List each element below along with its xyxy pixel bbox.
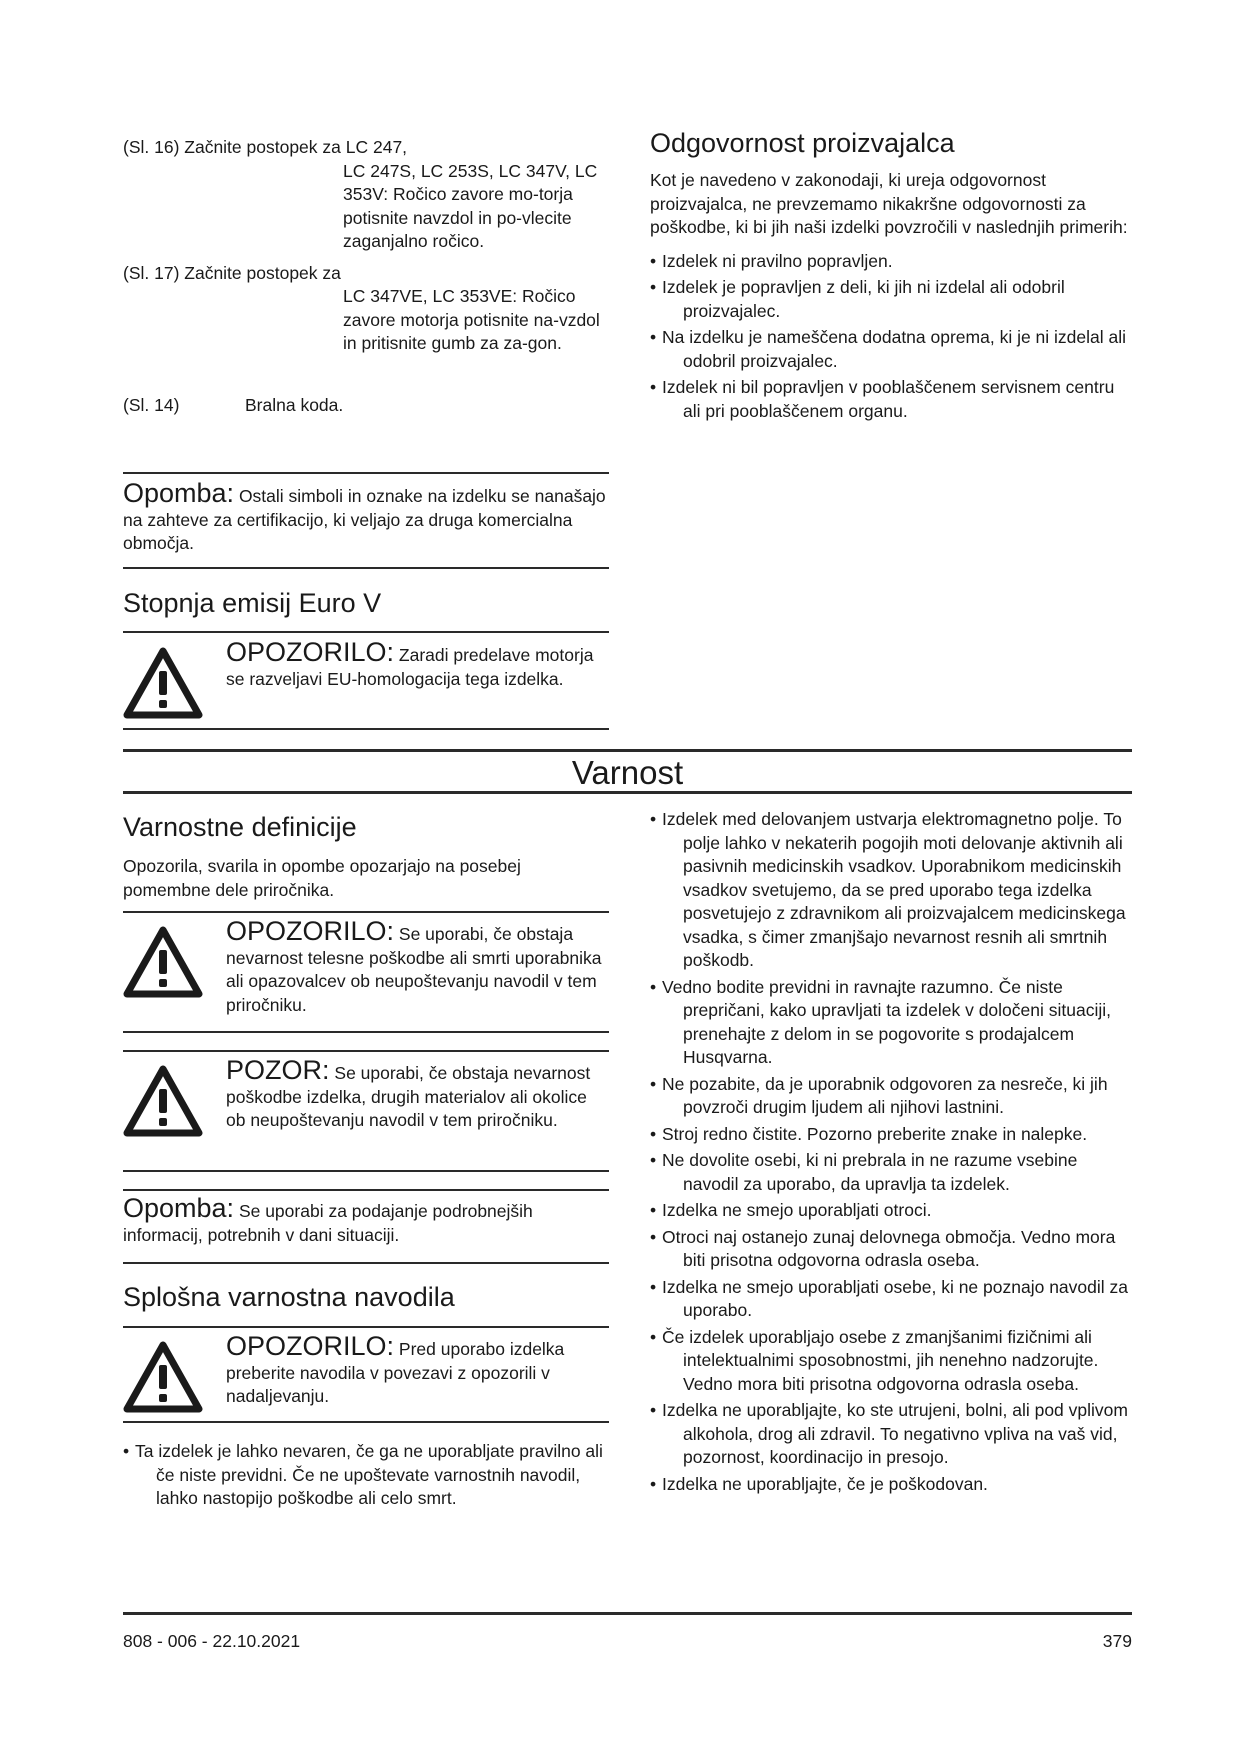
caution-definition-box <box>123 1055 609 1164</box>
figure-references <box>123 136 608 417</box>
list-item: • Če izdelek uporabljajo osebe z zmanjšanimi fizičnimi ali intelektualnimi sposobnostmi, jih nenehno nadzorujte. Vedno mora biti prisotna odgovorna odrasla oseba. <box>650 1326 1099 1394</box>
list-item: • Izdelek ni pravilno popravljen. <box>650 250 893 271</box>
divider <box>123 1189 609 1191</box>
list-item: • Izdelka ne smejo uporabljati otroci. <box>650 1200 932 1220</box>
warning-text: Zaradi predelave motorja se razveljavi EU-homologacija tega izdelka. <box>226 645 594 689</box>
figure-ref-14 <box>123 394 608 418</box>
divider <box>123 1050 609 1052</box>
list-item: • Ne pozabite, da je uporabnik odgovoren za nesreče, ki jih povzroči drugim ljudem ali njihovi lastnini. <box>650 1073 1108 1117</box>
manufacturer-liability <box>650 126 1132 426</box>
divider <box>123 472 609 474</box>
footer-rule <box>123 1612 1132 1615</box>
euro-v-heading: Stopnja emisij Euro V <box>123 588 382 618</box>
list-item: • Vedno bodite previdni in ravnajte razumno. Če niste prepričani, kako upravljati ta izdelek v določeni situaciji, prenehajte z delom in se pogovorite s prodajalcem Husqvarna. <box>650 976 1111 1067</box>
divider <box>123 1326 609 1328</box>
caution-text: Se uporabi, če obstaja nevarnost poškodbe izdelka, drugih materialov ali okolice ob neupoštevanju navodil v tem priročniku. <box>226 1063 591 1130</box>
figure-ref-17 <box>123 262 608 356</box>
figure-ref-16 <box>123 136 608 254</box>
list-item: • Izdelek ni bil popravljen v pooblaščenem servisnem centru ali pri pooblaščenem organu. <box>650 377 1115 421</box>
section-bottom-rule <box>123 791 1132 794</box>
note-certification <box>123 478 608 556</box>
divider <box>123 1421 609 1423</box>
safety-definitions-heading: Varnostne definicije <box>123 812 357 842</box>
divider <box>123 567 609 569</box>
document-id: 808 - 006 - 22.10.2021 <box>123 1631 301 1651</box>
divider <box>123 631 609 633</box>
general-warning-box <box>123 1331 609 1415</box>
section-top-rule <box>123 749 1132 752</box>
page-number: 379 <box>1102 1631 1132 1651</box>
list-item: • Izdelka ne uporabljajte, če je poškodovan. <box>650 1473 988 1494</box>
note-text: Ostali simboli in oznake na izdelku se nanašajo na zahteve za certifikacijo, ki veljajo za druga komercialna območja. <box>123 486 606 553</box>
warning-text: Pred uporabo izdelka preberite navodila v povezavi z opozorili v nadaljevanju. <box>226 1339 565 1406</box>
figure-ref-16-text: LC 247S, LC 253S, LC 347V, LC 353V: Ročico zavore mo-torja potisnite navzdol in po-vlecite zaganjalno ročico. <box>343 160 598 251</box>
note-text: Se uporabi za podajanje podrobnejših informacij, potrebnih v dani situaciji. <box>123 1201 533 1245</box>
divider <box>123 1170 609 1172</box>
note-definition <box>123 1193 608 1247</box>
list-item: • Izdelek je popravljen z deli, ki jih ni izdelal ali odobril proizvajalec. <box>650 277 1065 321</box>
caution-label: POZOR: <box>226 1055 330 1085</box>
warning-triangle-icon <box>123 1065 203 1137</box>
warning-triangle-icon <box>123 926 203 998</box>
list-item: • Ne dovolite osebi, ki ni prebrala in ne razume vsebine navodil za uporabo, da upravlja ta izdelek. <box>650 1150 1078 1194</box>
note-label: Opomba: <box>123 1193 235 1223</box>
warning-label: OPOZORILO: <box>226 637 395 667</box>
note-label: Opomba: <box>123 478 235 508</box>
general-safety-list <box>123 1440 608 1511</box>
divider <box>123 911 609 913</box>
figure-ref-14-tag: (Sl. 14) <box>123 394 180 415</box>
euro-warning-box <box>123 637 609 721</box>
safety-rules-list <box>650 808 1132 1496</box>
list-item: • Stroj redno čistite. Pozorno preberite znake in nalepke. <box>650 1123 1088 1144</box>
warning-label: OPOZORILO: <box>226 1331 395 1361</box>
warning-label: OPOZORILO: <box>226 916 395 946</box>
section-title: Varnost <box>571 754 684 791</box>
list-item: • Izdelek med delovanjem ustvarja elektromagnetno polje. To polje lahko v nekaterih pogojih moti delovanje aktivnih ali pasivnih medicinskih vsadkov. Uporabnikom medicinskih vsadkov svetujemo, da se pred uporabo tega izdelka posvetujejo z zdravnikom ali proizvajalcem medicinskega vsadka, s čimer zmanjšajo nevarnost resnih ali smrtnih poškodb. <box>650 809 1126 970</box>
figure-ref-17-text: LC 347VE, LC 353VE: Ročico zavore motorja potisnite na-vzdol in pritisnite gumb za za-gon. <box>343 286 600 353</box>
figure-ref-16-tag: (Sl. 16) Začnite postopek za LC 247, <box>123 137 408 157</box>
list-item: • Otroci naj ostanejo zunaj delovnega območja. Vedno mora biti prisotna odgovorna odrasla oseba. <box>650 1226 1116 1270</box>
liability-intro: Kot je navedeno v zakonodaji, ki ureja odgovornost proizvajalca, ne prevzemamo nikakršne odgovornosti za poškodbe, ki bi jih naši izdelki povzročili v naslednjih primerih: <box>650 170 1128 237</box>
general-safety-heading: Splošna varnostna navodila <box>123 1282 455 1312</box>
warning-definition-box <box>123 916 609 1025</box>
divider <box>123 1031 609 1033</box>
list-item: • Na izdelku je nameščena dodatna oprema, ki je ni izdelal ali odobril proizvajalec. <box>650 327 1127 371</box>
figure-ref-14-text: Bralna koda. <box>245 394 344 415</box>
list-item: • Izdelka ne uporabljajte, ko ste utrujeni, bolni, ali pod vplivom alkohola, drog ali zdravil. To negativno vpliva na vaš vid, pozornost, koordinacijo in presojo. <box>650 1400 1128 1467</box>
list-item: • Izdelka ne smejo uporabljati osebe, ki ne poznajo navodil za uporabo. <box>650 1276 1128 1320</box>
liability-heading: Odgovornost proizvajalca <box>650 128 955 158</box>
liability-list <box>650 250 1132 424</box>
warning-triangle-icon <box>123 647 203 719</box>
warning-triangle-icon <box>123 1341 203 1413</box>
divider <box>123 728 609 730</box>
warning-text: Se uporabi, če obstaja nevarnost telesne poškodbe ali smrti uporabnika ali opazovalcev ob neupoštevanju navodil v tem priročniku. <box>226 924 602 1015</box>
safety-definitions-intro: Opozorila, svarila in opombe opozarjajo na posebej pomembne dele priročnika. <box>123 856 521 900</box>
divider <box>123 1262 609 1264</box>
figure-ref-17-tag: (Sl. 17) Začnite postopek za <box>123 262 341 283</box>
list-item: • Ta izdelek je lahko nevaren, če ga ne uporabljate pravilno ali če niste previdni. Če ne upoštevate varnostnih navodil, lahko nastopijo poškodbe ali celo smrt. <box>123 1441 603 1508</box>
